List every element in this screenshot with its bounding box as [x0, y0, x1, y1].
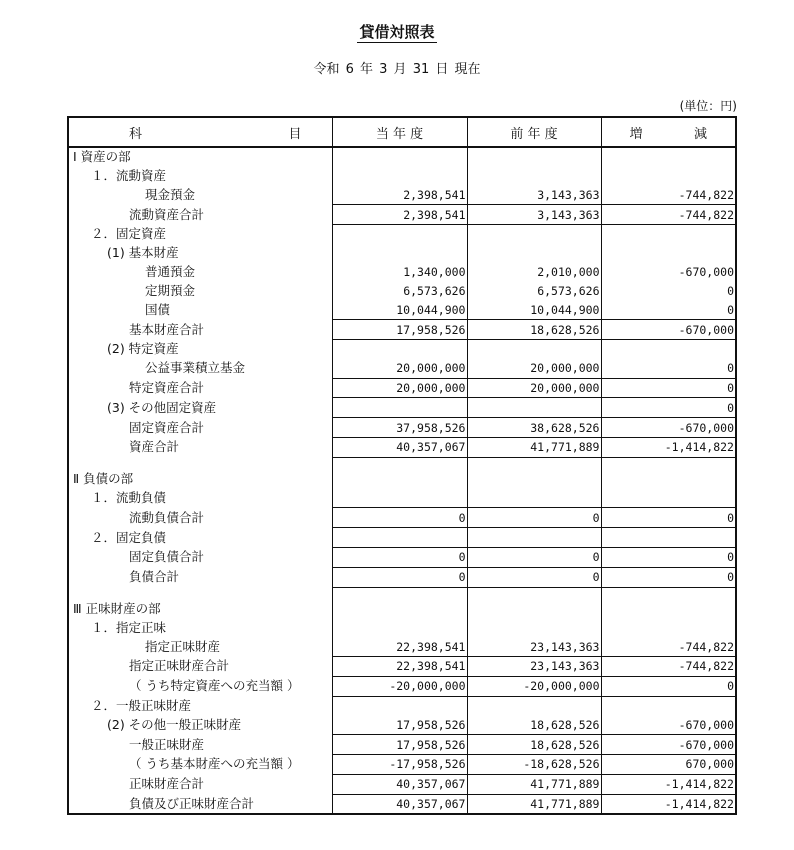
row-label: 流動負債合計 — [68, 508, 332, 528]
row-label: 基本財産合計 — [68, 320, 332, 340]
table-row — [68, 618, 736, 637]
row-label: （ うち特定資産への充当額 ） — [68, 676, 332, 696]
table-row — [68, 282, 736, 301]
current-year-value — [332, 470, 467, 489]
header-row — [68, 117, 736, 147]
current-year-value: 37,958,526 — [332, 418, 467, 438]
spacer-cell — [68, 457, 332, 470]
current-year-value — [332, 147, 467, 167]
table-row — [68, 244, 736, 263]
row-label: 国債 — [68, 300, 332, 319]
table-row — [68, 715, 736, 734]
table-row — [68, 186, 736, 205]
header-change — [601, 117, 736, 147]
row-label: 普通預金 — [68, 263, 332, 282]
change-value: 0 — [727, 283, 734, 298]
header-item — [68, 117, 332, 147]
change-value: -744,822 — [601, 656, 736, 676]
row-label: ２．固定負債 — [68, 528, 332, 548]
change-value: 0 — [601, 676, 736, 696]
row-label: 一般正味財産 — [68, 735, 332, 755]
title-text: 貸借対照表 — [359, 23, 435, 41]
change-value: -1,414,822 — [601, 437, 736, 457]
previous-year-value: 6,573,626 — [467, 282, 601, 301]
change-value — [601, 167, 736, 186]
current-year-value: -17,958,526 — [332, 754, 467, 774]
table-row — [68, 398, 736, 418]
current-year-value: 17,958,526 — [332, 735, 467, 755]
row-label: 固定資産合計 — [68, 418, 332, 438]
row-label: 指定正味財産 — [68, 637, 332, 656]
row-label: 指定正味財産合計 — [68, 656, 332, 676]
row-label: 公益事業積立基金 — [68, 359, 332, 378]
row-label: 正味財産合計 — [68, 774, 332, 794]
previous-year-value: 41,771,889 — [467, 774, 601, 794]
row-label: １．流動負債 — [68, 489, 332, 508]
change-value: -1,414,822 — [601, 774, 736, 794]
row-label: 流動資産合計 — [68, 205, 332, 225]
spacer-row — [68, 457, 736, 470]
change-value: -670,000 — [601, 735, 736, 755]
change-value: -670,000 — [601, 320, 736, 340]
change-value — [601, 618, 736, 637]
previous-year-value: 0 — [467, 547, 601, 567]
current-year-value — [332, 528, 467, 548]
current-year-value — [332, 225, 467, 244]
change-value — [601, 470, 736, 489]
change-value: -670,000 — [601, 418, 736, 438]
table-row — [68, 489, 736, 508]
table-row — [68, 470, 736, 489]
row-label: (2) 特定資産 — [68, 339, 332, 358]
header-change-right: 減 — [693, 126, 707, 142]
current-year-value — [332, 167, 467, 186]
spacer-cell — [332, 587, 467, 600]
table-row — [68, 147, 736, 167]
table-row — [68, 378, 736, 398]
document-title — [0, 21, 794, 42]
current-year-value: 40,357,067 — [332, 774, 467, 794]
row-label: (3) その他固定資産 — [68, 398, 332, 418]
current-year-value: 40,357,067 — [332, 794, 467, 814]
current-year-value: -20,000,000 — [332, 676, 467, 696]
change-value: 670,000 — [685, 757, 734, 772]
current-year-value — [332, 618, 467, 637]
previous-year-value — [467, 528, 601, 548]
row-label: ２．一般正味財産 — [68, 696, 332, 715]
previous-year-value — [467, 244, 601, 263]
current-year-value: 17,958,526 — [332, 320, 467, 340]
table-row — [68, 774, 736, 794]
current-year-value: 10,044,900 — [332, 300, 467, 319]
previous-year-value: 0 — [467, 508, 601, 528]
spacer-cell — [467, 587, 601, 600]
previous-year-value — [467, 696, 601, 715]
previous-year-value — [467, 339, 601, 358]
report-date: 令和 6 年 3 月 31 日 現在 — [313, 62, 481, 77]
current-year-value: 17,958,526 — [332, 715, 467, 734]
row-label: (2) その他一般正味財産 — [68, 715, 332, 734]
previous-year-value: 23,143,363 — [467, 637, 601, 656]
current-year-value: 20,000,000 — [332, 359, 467, 378]
previous-year-value — [467, 147, 601, 167]
previous-year-value — [467, 489, 601, 508]
change-value: -670,000 — [678, 717, 734, 732]
table-row — [68, 320, 736, 340]
spacer-cell — [467, 457, 601, 470]
table-row — [68, 528, 736, 548]
current-year-value: 20,000,000 — [332, 378, 467, 398]
spacer-cell — [68, 587, 332, 600]
previous-year-value: -20,000,000 — [467, 676, 601, 696]
table-row — [68, 600, 736, 619]
table-row — [68, 437, 736, 457]
previous-year-value: 41,771,889 — [467, 437, 601, 457]
current-year-value — [332, 489, 467, 508]
previous-year-value — [467, 600, 601, 619]
row-label: (1) 基本財産 — [68, 244, 332, 263]
change-value — [601, 244, 736, 263]
row-label: Ⅲ 正味財産の部 — [68, 600, 332, 619]
table-row — [68, 359, 736, 378]
previous-year-value: 18,628,526 — [467, 735, 601, 755]
row-label: 負債合計 — [68, 567, 332, 587]
spacer-cell — [601, 587, 736, 600]
header-previous — [467, 117, 601, 147]
change-value — [601, 225, 736, 244]
current-year-value: 0 — [332, 547, 467, 567]
table-row — [68, 637, 736, 656]
table-row — [68, 225, 736, 244]
change-value: -744,822 — [678, 639, 734, 654]
previous-year-value — [467, 618, 601, 637]
header-previous-label: 前 年 度 — [510, 126, 558, 142]
previous-year-value: 2,010,000 — [467, 263, 601, 282]
row-label: 固定負債合計 — [68, 547, 332, 567]
change-value: 0 — [601, 508, 736, 528]
current-year-value — [332, 696, 467, 715]
spacer-cell — [332, 457, 467, 470]
spacer-cell — [601, 457, 736, 470]
change-value — [601, 600, 736, 619]
change-value: 0 — [601, 378, 736, 398]
table-row — [68, 567, 736, 587]
row-label: 特定資産合計 — [68, 378, 332, 398]
change-value: 0 — [727, 361, 734, 376]
table-row — [68, 794, 736, 814]
table-row — [68, 735, 736, 755]
previous-year-value: 41,771,889 — [467, 794, 601, 814]
previous-year-value: 23,143,363 — [467, 656, 601, 676]
previous-year-value: 18,628,526 — [467, 715, 601, 734]
table-row — [68, 547, 736, 567]
table-row — [68, 263, 736, 282]
spacer-row — [68, 587, 736, 600]
header-current-label: 当 年 度 — [375, 126, 424, 142]
table-row — [68, 508, 736, 528]
row-label: 負債及び正味財産合計 — [68, 794, 332, 814]
row-label: （ うち基本財産への充当額 ） — [68, 754, 332, 774]
previous-year-value: 10,044,900 — [467, 300, 601, 319]
change-value: 0 — [601, 567, 736, 587]
table-body — [68, 147, 736, 814]
change-value: 0 — [601, 398, 736, 418]
change-value: -1,414,822 — [601, 794, 736, 814]
table-row — [68, 418, 736, 438]
previous-year-value: 20,000,000 — [467, 359, 601, 378]
table-row — [68, 300, 736, 319]
change-value: -744,822 — [678, 187, 734, 202]
table-row — [68, 656, 736, 676]
change-value — [601, 147, 736, 167]
current-year-value: 2,398,541 — [332, 186, 467, 205]
previous-year-value: 38,628,526 — [467, 418, 601, 438]
unit-label: (単位：円) — [679, 99, 737, 113]
current-year-value: 0 — [332, 508, 467, 528]
current-year-value: 22,398,541 — [332, 656, 467, 676]
change-value — [601, 339, 736, 358]
current-year-value — [332, 244, 467, 263]
table-row — [68, 339, 736, 358]
current-year-value — [332, 398, 467, 418]
change-value — [601, 528, 736, 548]
table-row — [68, 167, 736, 186]
previous-year-value: -18,628,526 — [467, 754, 601, 774]
previous-year-value: 20,000,000 — [467, 378, 601, 398]
header-change-left: 増 — [629, 126, 643, 142]
previous-year-value: 3,143,363 — [467, 186, 601, 205]
current-year-value: 6,573,626 — [332, 282, 467, 301]
previous-year-value — [467, 470, 601, 489]
previous-year-value — [467, 398, 601, 418]
header-item-left: 科 — [129, 126, 143, 142]
current-year-value — [332, 600, 467, 619]
header-item-right: 目 — [288, 126, 302, 142]
table-row — [68, 696, 736, 715]
current-year-value: 1,340,000 — [332, 263, 467, 282]
previous-year-value — [467, 167, 601, 186]
current-year-value: 22,398,541 — [332, 637, 467, 656]
table-row — [68, 205, 736, 225]
current-year-value — [332, 339, 467, 358]
previous-year-value: 18,628,526 — [467, 320, 601, 340]
balance-sheet-table — [67, 116, 737, 815]
change-value: 0 — [727, 302, 734, 317]
current-year-value: 40,357,067 — [332, 437, 467, 457]
row-label: 定期預金 — [68, 282, 332, 301]
row-label: １．指定正味 — [68, 618, 332, 637]
current-year-value: 0 — [332, 567, 467, 587]
change-value: -744,822 — [601, 205, 736, 225]
previous-year-value — [467, 225, 601, 244]
previous-year-value: 0 — [467, 567, 601, 587]
current-year-value: 2,398,541 — [332, 205, 467, 225]
table-row — [68, 676, 736, 696]
row-label: 資産合計 — [68, 437, 332, 457]
row-label: 現金預金 — [68, 186, 332, 205]
table-row — [68, 754, 736, 774]
row-label: Ⅰ 資産の部 — [68, 147, 332, 167]
previous-year-value: 3,143,363 — [467, 205, 601, 225]
change-value — [601, 696, 736, 715]
row-label: Ⅱ 負債の部 — [68, 470, 332, 489]
change-value — [601, 489, 736, 508]
change-value: -670,000 — [678, 265, 734, 280]
row-label: ２．固定資産 — [68, 225, 332, 244]
header-current — [332, 117, 467, 147]
change-value: 0 — [601, 547, 736, 567]
row-label: １．流動資産 — [68, 167, 332, 186]
